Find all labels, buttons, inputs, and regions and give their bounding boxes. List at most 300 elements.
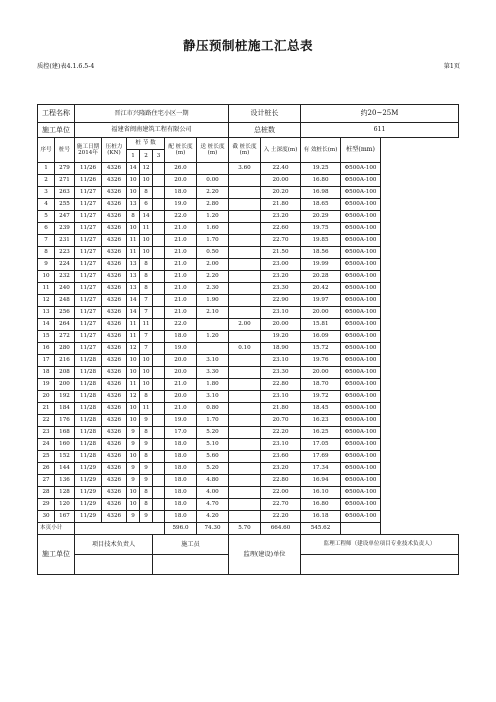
cell-cut-length — [229, 247, 261, 259]
cell-depth: 21.80 — [261, 199, 301, 211]
header-depth: 入 土深度(m) — [261, 138, 301, 163]
cell-force: 4326 — [102, 319, 127, 331]
cell-config-length: 18.0 — [165, 187, 197, 199]
cell-seg-1: 10 — [127, 175, 140, 187]
cell-date: 11/28 — [75, 379, 102, 391]
table-row — [38, 403, 459, 415]
table-row — [38, 355, 459, 367]
cell-config-length: 21.0 — [165, 379, 197, 391]
cell-force: 4326 — [102, 475, 127, 487]
cell-pile-type: Φ500A-100 — [341, 415, 381, 427]
cell-seg-3 — [153, 319, 165, 331]
cell-seq: 12 — [38, 295, 55, 307]
cell-seg-1: 10 — [127, 367, 140, 379]
cell-pile-type: Φ500A-100 — [341, 427, 381, 439]
cell-pile-no: 271 — [55, 175, 75, 187]
cell-config-length: 21.0 — [165, 259, 197, 271]
design-length-label: 设计桩长 — [229, 105, 301, 123]
page-title: 静压预制桩施工汇总表 — [182, 38, 313, 53]
cell-force: 4326 — [102, 295, 127, 307]
cell-send-length — [197, 343, 229, 355]
cell-seg-2: 10 — [140, 379, 153, 391]
cell-seg-1: 10 — [127, 487, 140, 499]
cell-pile-no: 167 — [55, 511, 75, 523]
signature-tech-lead-blank — [75, 555, 153, 575]
cell-pile-type: Φ500A-100 — [341, 451, 381, 463]
cell-seg-3 — [153, 343, 165, 355]
cell-pile-no: 224 — [55, 259, 75, 271]
table-row — [38, 283, 459, 295]
cell-cut-length — [229, 235, 261, 247]
header-date: 施工日期2014年 — [75, 138, 102, 163]
cell-seg-3 — [153, 511, 165, 523]
header-seq: 序号 — [38, 138, 55, 163]
cell-send-length: 2.10 — [197, 307, 229, 319]
cell-seg-1: 11 — [127, 247, 140, 259]
cell-effective-length: 20.42 — [301, 283, 341, 295]
cell-config-length: 19.0 — [165, 415, 197, 427]
header-seg-1: 1 — [127, 150, 140, 163]
header-pile-no: 桩号 — [55, 138, 75, 163]
cell-seq: 19 — [38, 379, 55, 391]
cell-cut-length — [229, 475, 261, 487]
cell-depth: 23.20 — [261, 463, 301, 475]
cell-seq: 25 — [38, 451, 55, 463]
cell-seq: 29 — [38, 499, 55, 511]
cell-force: 4326 — [102, 367, 127, 379]
cell-cut-length — [229, 463, 261, 475]
cell-date: 11/28 — [75, 439, 102, 451]
cell-pile-type: Φ500A-100 — [341, 403, 381, 415]
cell-depth: 18.90 — [261, 343, 301, 355]
cell-config-length: 19.0 — [165, 343, 197, 355]
subtotal-cut: 5.70 — [229, 523, 261, 535]
cell-effective-length: 16.23 — [301, 415, 341, 427]
cell-send-length: 1.80 — [197, 379, 229, 391]
cell-send-length: 2.20 — [197, 271, 229, 283]
cell-cut-length — [229, 379, 261, 391]
cell-cut-length — [229, 271, 261, 283]
cell-effective-length: 18.45 — [301, 403, 341, 415]
cell-send-length: 5.60 — [197, 451, 229, 463]
cell-pile-no: 136 — [55, 475, 75, 487]
cell-pile-type: Φ500A-100 — [341, 307, 381, 319]
cell-seg-1: 9 — [127, 475, 140, 487]
cell-date: 11/28 — [75, 355, 102, 367]
cell-pile-no: 208 — [55, 367, 75, 379]
cell-cut-length — [229, 427, 261, 439]
cell-seq: 23 — [38, 427, 55, 439]
cell-config-length: 18.0 — [165, 487, 197, 499]
cell-seg-3 — [153, 283, 165, 295]
signature-worker: 施工员 — [153, 535, 229, 555]
construction-unit-value: 福建省闽南建筑工程有限公司 — [75, 123, 229, 138]
cell-effective-length: 19.97 — [301, 295, 341, 307]
cell-cut-length — [229, 391, 261, 403]
cell-pile-type: Φ500A-100 — [341, 223, 381, 235]
cell-seg-1: 10 — [127, 403, 140, 415]
cell-pile-type: Φ500A-100 — [341, 175, 381, 187]
cell-seq: 17 — [38, 355, 55, 367]
cell-pile-type: Φ500A-100 — [341, 391, 381, 403]
cell-seg-2: 7 — [140, 343, 153, 355]
cell-config-length: 18.0 — [165, 439, 197, 451]
cell-seg-1: 9 — [127, 439, 140, 451]
cell-effective-length: 19.72 — [301, 391, 341, 403]
cell-seq: 10 — [38, 271, 55, 283]
cell-pile-no: 279 — [55, 163, 75, 175]
cell-date: 11/27 — [75, 235, 102, 247]
header-pile-type: 桩型(mm) — [341, 138, 381, 163]
cell-config-length: 18.0 — [165, 331, 197, 343]
cell-depth: 23.10 — [261, 307, 301, 319]
cell-effective-length: 17.34 — [301, 463, 341, 475]
cell-seg-2: 7 — [140, 295, 153, 307]
cell-seg-3 — [153, 391, 165, 403]
cell-depth: 23.20 — [261, 271, 301, 283]
cell-config-length: 17.0 — [165, 427, 197, 439]
page-number: 第1页 — [443, 63, 460, 70]
cell-pile-type: Φ500A-100 — [341, 259, 381, 271]
cell-date: 11/26 — [75, 175, 102, 187]
cell-pile-no: 200 — [55, 379, 75, 391]
cell-force: 4326 — [102, 439, 127, 451]
cell-seg-2: 11 — [140, 223, 153, 235]
cell-force: 4326 — [102, 211, 127, 223]
cell-cut-length — [229, 199, 261, 211]
cell-config-length: 21.0 — [165, 271, 197, 283]
cell-config-length: 21.0 — [165, 403, 197, 415]
cell-seg-3 — [153, 427, 165, 439]
header-effective-length: 有 效桩长(m) — [301, 138, 341, 163]
cell-seq: 7 — [38, 235, 55, 247]
cell-force: 4326 — [102, 451, 127, 463]
cell-config-length: 20.0 — [165, 355, 197, 367]
cell-send-length: 0.50 — [197, 247, 229, 259]
cell-effective-length: 15.72 — [301, 343, 341, 355]
cell-seg-3 — [153, 331, 165, 343]
cell-cut-length — [229, 403, 261, 415]
cell-pile-no: 160 — [55, 439, 75, 451]
cell-send-length: 1.20 — [197, 211, 229, 223]
cell-seg-2: 8 — [140, 271, 153, 283]
cell-depth: 23.00 — [261, 259, 301, 271]
header-send-length: 送 桩长度(m) — [197, 138, 229, 163]
cell-send-length: 2.80 — [197, 199, 229, 211]
cell-pile-type: Φ500A-100 — [341, 235, 381, 247]
cell-seg-2: 8 — [140, 499, 153, 511]
cell-depth: 22.80 — [261, 475, 301, 487]
cell-date: 11/27 — [75, 199, 102, 211]
cell-seq: 14 — [38, 319, 55, 331]
table-row — [38, 295, 459, 307]
cell-seg-1: 13 — [127, 259, 140, 271]
table-row — [38, 187, 459, 199]
table-row — [38, 235, 459, 247]
cell-seg-1: 10 — [127, 499, 140, 511]
cell-cut-length — [229, 487, 261, 499]
cell-pile-no: 128 — [55, 487, 75, 499]
cell-depth: 22.80 — [261, 379, 301, 391]
cell-pile-type: Φ500A-100 — [341, 295, 381, 307]
cell-seg-3 — [153, 307, 165, 319]
cell-date: 11/28 — [75, 415, 102, 427]
cell-seg-3 — [153, 355, 165, 367]
table-row — [38, 451, 459, 463]
cell-cut-length — [229, 211, 261, 223]
cell-force: 4326 — [102, 391, 127, 403]
cell-pile-no: 256 — [55, 307, 75, 319]
cell-cut-length — [229, 259, 261, 271]
cell-seg-3 — [153, 259, 165, 271]
cell-force: 4326 — [102, 307, 127, 319]
cell-seg-2: 8 — [140, 427, 153, 439]
cell-seq: 6 — [38, 223, 55, 235]
cell-force: 4326 — [102, 331, 127, 343]
cell-effective-length: 17.69 — [301, 451, 341, 463]
cell-seq: 2 — [38, 175, 55, 187]
cell-pile-no: 231 — [55, 235, 75, 247]
cell-depth: 22.90 — [261, 295, 301, 307]
cell-config-length: 18.0 — [165, 451, 197, 463]
cell-seg-3 — [153, 211, 165, 223]
cell-seg-3 — [153, 499, 165, 511]
cell-pile-no: 247 — [55, 211, 75, 223]
cell-seg-2: 8 — [140, 391, 153, 403]
cell-date: 11/29 — [75, 463, 102, 475]
cell-send-length — [197, 163, 229, 175]
cell-seq: 15 — [38, 331, 55, 343]
cell-seg-1: 11 — [127, 331, 140, 343]
cell-force: 4326 — [102, 259, 127, 271]
cell-seg-1: 10 — [127, 187, 140, 199]
cell-config-length: 18.0 — [165, 511, 197, 523]
table-row — [38, 319, 459, 331]
cell-seg-2: 9 — [140, 439, 153, 451]
cell-force: 4326 — [102, 463, 127, 475]
cell-date: 11/27 — [75, 319, 102, 331]
cell-cut-length — [229, 499, 261, 511]
table-row — [38, 271, 459, 283]
cell-depth: 23.20 — [261, 211, 301, 223]
cell-depth: 21.80 — [261, 403, 301, 415]
cell-pile-type: Φ500A-100 — [341, 163, 381, 175]
cell-cut-length — [229, 283, 261, 295]
cell-seq: 4 — [38, 199, 55, 211]
table-row — [38, 175, 459, 187]
cell-effective-length: 16.80 — [301, 175, 341, 187]
cell-effective-length: 17.05 — [301, 439, 341, 451]
cell-cut-length: 2.00 — [229, 319, 261, 331]
cell-pile-type: Φ500A-100 — [341, 439, 381, 451]
cell-effective-length: 19.85 — [301, 235, 341, 247]
cell-pile-type: Φ500A-100 — [341, 343, 381, 355]
cell-depth: 23.30 — [261, 283, 301, 295]
cell-date: 11/27 — [75, 211, 102, 223]
cell-effective-length: 16.09 — [301, 331, 341, 343]
cell-seg-2: 12 — [140, 163, 153, 175]
cell-pile-type: Φ500A-100 — [341, 319, 381, 331]
cell-pile-type: Φ500A-100 — [341, 475, 381, 487]
cell-date: 11/28 — [75, 367, 102, 379]
cell-effective-length: 18.65 — [301, 199, 341, 211]
cell-force: 4326 — [102, 223, 127, 235]
signature-worker-blank — [153, 555, 229, 575]
table-row — [38, 487, 459, 499]
cell-config-length: 18.0 — [165, 475, 197, 487]
cell-pile-no: 176 — [55, 415, 75, 427]
cell-send-length: 3.10 — [197, 355, 229, 367]
cell-seq: 26 — [38, 463, 55, 475]
table-row — [38, 331, 459, 343]
cell-pile-type: Φ500A-100 — [341, 331, 381, 343]
construction-unit-label: 施工单位 — [38, 123, 75, 138]
cell-send-length: 3.30 — [197, 367, 229, 379]
table-row — [38, 199, 459, 211]
cell-force: 4326 — [102, 163, 127, 175]
cell-depth: 22.00 — [261, 487, 301, 499]
table-row — [38, 463, 459, 475]
table-row — [38, 247, 459, 259]
cell-config-length: 22.0 — [165, 211, 197, 223]
cell-seq: 3 — [38, 187, 55, 199]
cell-seg-1: 10 — [127, 451, 140, 463]
cell-effective-length: 16.18 — [301, 511, 341, 523]
cell-seg-2: 8 — [140, 487, 153, 499]
cell-seq: 27 — [38, 475, 55, 487]
cell-seq: 8 — [38, 247, 55, 259]
cell-seg-2: 14 — [140, 211, 153, 223]
cell-pile-no: 120 — [55, 499, 75, 511]
cell-date: 11/27 — [75, 223, 102, 235]
cell-seg-3 — [153, 187, 165, 199]
project-name-value: 晋江市兴隆路住宅小区一期 — [75, 105, 229, 123]
cell-force: 4326 — [102, 427, 127, 439]
cell-seg-3 — [153, 451, 165, 463]
cell-seg-1: 11 — [127, 379, 140, 391]
cell-pile-no: 144 — [55, 463, 75, 475]
table-row — [38, 499, 459, 511]
table-row — [38, 307, 459, 319]
cell-seg-2: 11 — [140, 319, 153, 331]
cell-cut-length — [229, 367, 261, 379]
cell-seg-1: 13 — [127, 271, 140, 283]
cell-depth: 23.30 — [261, 367, 301, 379]
cell-seq: 18 — [38, 367, 55, 379]
cell-pile-no: 263 — [55, 187, 75, 199]
cell-pile-no: 184 — [55, 403, 75, 415]
table-row — [38, 259, 459, 271]
table-row — [38, 163, 459, 175]
form-number: 质控(建)表4.1.6.5-4 — [37, 63, 95, 70]
cell-seq: 21 — [38, 403, 55, 415]
cell-seg-2: 7 — [140, 307, 153, 319]
cell-seg-3 — [153, 439, 165, 451]
table-row — [38, 367, 459, 379]
signature-engineer-blank — [301, 555, 459, 575]
cell-cut-length — [229, 295, 261, 307]
cell-send-length: 2.20 — [197, 187, 229, 199]
cell-depth: 22.20 — [261, 427, 301, 439]
cell-seg-1: 10 — [127, 415, 140, 427]
cell-force: 4326 — [102, 379, 127, 391]
cell-force: 4326 — [102, 283, 127, 295]
cell-config-length: 20.0 — [165, 391, 197, 403]
cell-effective-length: 16.25 — [301, 427, 341, 439]
cell-pile-type: Φ500A-100 — [341, 499, 381, 511]
cell-seg-3 — [153, 163, 165, 175]
cell-date: 11/28 — [75, 427, 102, 439]
cell-pile-type: Φ500A-100 — [341, 247, 381, 259]
cell-pile-no: 239 — [55, 223, 75, 235]
cell-config-length: 18.0 — [165, 463, 197, 475]
cell-depth: 21.50 — [261, 247, 301, 259]
cell-send-length: 5.20 — [197, 427, 229, 439]
cell-send-length: 4.80 — [197, 475, 229, 487]
cell-seg-2: 10 — [140, 367, 153, 379]
cell-seg-2: 9 — [140, 415, 153, 427]
cell-seg-2: 10 — [140, 175, 153, 187]
cell-seg-2: 8 — [140, 259, 153, 271]
header-config-length: 配 桩长度(m) — [165, 138, 197, 163]
cell-depth: 22.20 — [261, 511, 301, 523]
cell-send-length: 0.00 — [197, 175, 229, 187]
cell-depth: 23.10 — [261, 439, 301, 451]
cell-seg-3 — [153, 271, 165, 283]
cell-seg-2: 8 — [140, 187, 153, 199]
cell-force: 4326 — [102, 343, 127, 355]
subtotal-send: 74.30 — [197, 523, 229, 535]
cell-date: 11/28 — [75, 403, 102, 415]
cell-config-length: 20.0 — [165, 367, 197, 379]
cell-seg-3 — [153, 223, 165, 235]
cell-force: 4326 — [102, 499, 127, 511]
total-piles-value: 611 — [301, 123, 459, 138]
cell-cut-length: 3.60 — [229, 163, 261, 175]
cell-seg-3 — [153, 199, 165, 211]
cell-cut-length — [229, 511, 261, 523]
table-row — [38, 391, 459, 403]
cell-send-length: 1.70 — [197, 235, 229, 247]
cell-seg-2: 11 — [140, 403, 153, 415]
cell-cut-length — [229, 355, 261, 367]
cell-seg-3 — [153, 415, 165, 427]
cell-date: 11/29 — [75, 487, 102, 499]
cell-config-length: 26.0 — [165, 163, 197, 175]
cell-pile-no: 152 — [55, 451, 75, 463]
table-row — [38, 343, 459, 355]
cell-date: 11/29 — [75, 475, 102, 487]
total-piles-label: 总桩数 — [229, 123, 301, 138]
cell-cut-length — [229, 415, 261, 427]
cell-date: 11/29 — [75, 511, 102, 523]
cell-seg-3 — [153, 379, 165, 391]
cell-pile-type: Φ500A-100 — [341, 511, 381, 523]
signature-supervision-unit: 监理(建设)单位 — [229, 535, 301, 575]
header-force: 压桩力(KN) — [102, 138, 127, 163]
cell-seg-2: 9 — [140, 463, 153, 475]
cell-pile-type: Φ500A-100 — [341, 463, 381, 475]
cell-seg-3 — [153, 295, 165, 307]
cell-config-length: 18.0 — [165, 499, 197, 511]
cell-pile-type: Φ500A-100 — [341, 355, 381, 367]
cell-date: 11/29 — [75, 499, 102, 511]
cell-send-length: 1.70 — [197, 415, 229, 427]
cell-seg-1: 10 — [127, 355, 140, 367]
cell-date: 11/28 — [75, 451, 102, 463]
cell-send-length: 4.70 — [197, 499, 229, 511]
cell-seq: 5 — [38, 211, 55, 223]
